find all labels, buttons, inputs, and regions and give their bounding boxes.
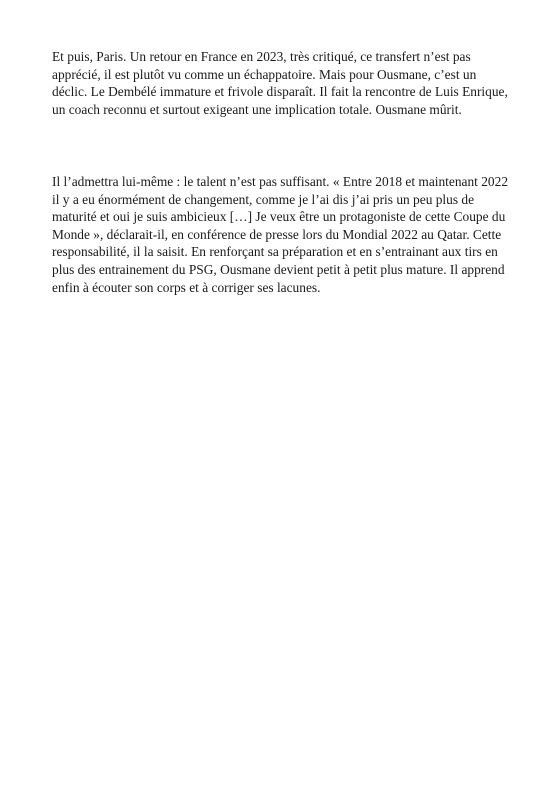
paragraph-paris-return xyxy=(52,48,508,118)
paragraph-line: plus des entrainement du PSG, Ousmane devient petit à petit plus mature. Il apprend xyxy=(52,261,505,277)
paragraph-line: Et puis, Paris. Un retour en France en 2023, très critiqué, ce transfert n’est pas xyxy=(52,49,471,64)
paragraph-line: maturité et oui je suis ambicieux […] Je veux être un protagoniste de cette Coupe du xyxy=(52,209,506,225)
paragraph-line: Il l’admettra lui-même : le talent n’est pas suffisant. « Entre 2018 et maintenant 2022 xyxy=(52,174,509,189)
paragraph-line: Monde », déclarait-il, en conférence de presse lors du Mondial 2022 au Qatar. Cette xyxy=(52,226,502,242)
paragraph-line: responsabilité, il la saisit. En renforçant sa préparation et en s’entrainant aux tirs en xyxy=(52,244,498,260)
paragraph-line: apprécié, il est plutôt vu comme un échappatoire. Mais pour Ousmane, c’est un xyxy=(52,66,477,82)
paragraph-talent-quote xyxy=(52,173,508,296)
paragraph-line: enfin à écouter son corps et à corriger ses lacunes. xyxy=(52,279,321,295)
paragraph-line: un coach reconnu et surtout exigeant une implication totale. Ousmane mûrit. xyxy=(52,101,462,117)
paragraph-line: il y a eu énormément de changement, comme je l’ai dis j’ai pris un peu plus de xyxy=(52,191,475,207)
paragraph-line: déclic. Le Dembélé immature et frivole disparaît. Il fait la rencontre de Luis Enrique, xyxy=(52,84,508,100)
